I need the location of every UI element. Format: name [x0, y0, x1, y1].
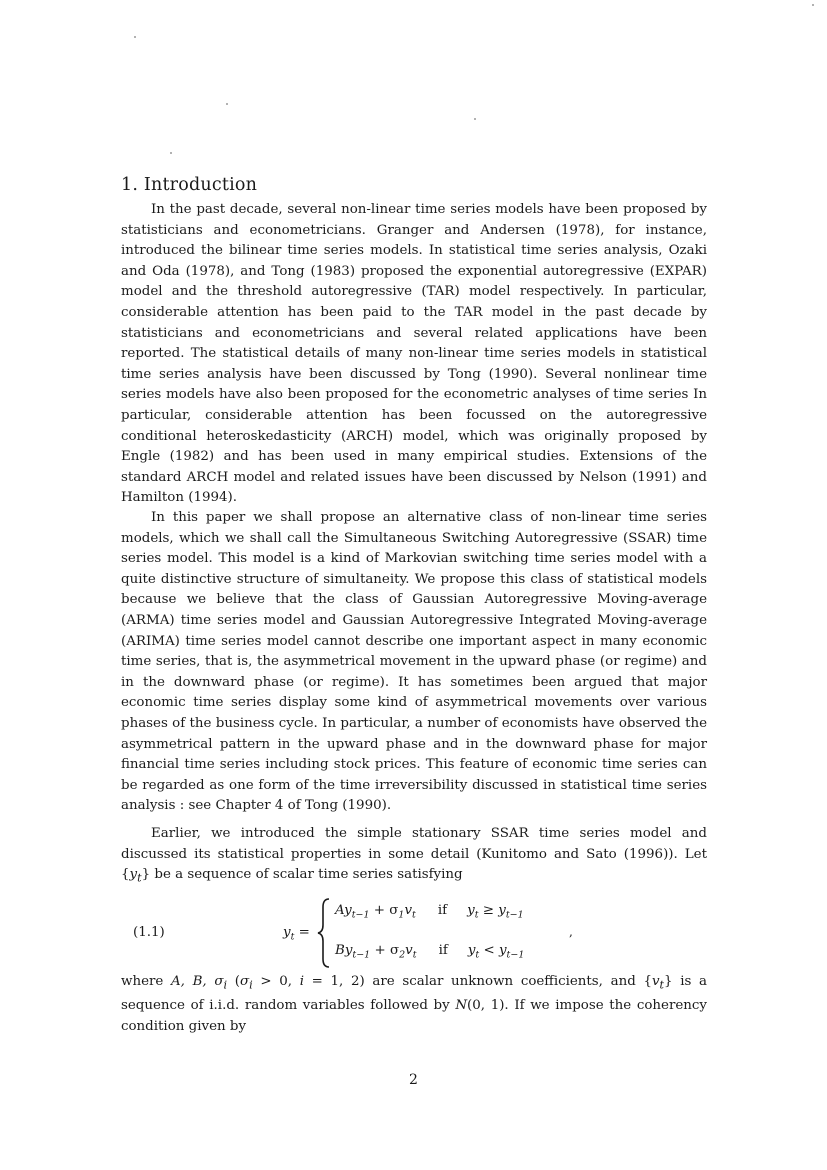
equation-trailing-comma: ,	[569, 925, 573, 939]
paragraph-text: In this paper we shall propose an alternative class of non-linear time series models, which we shall call the Simultaneous Switching Autoregressive (SSAR) time series model. This model is a kind of Markovian switching time series model with a quite distinctive structure of simultaneity. We propose this class of statistical models because we believe that the class of Gaussian Autoregressive Moving-average (ARMA) time series model and Gaussian Autoregressive Integrated Moving-average (ARIMA) time series model cannot describe one important aspect in many economic time series, that is, the asymmetrical movement in the upward phase (or regime) and in the downward phase (or regime). It has sometimes been argued that major economic time series display some kind of asymmetrical movements over various phases of the business cycle. In particular, a number of economists have observed the asymmetrical pattern in the upward phase and in the downward phase for major financial time series including stock prices. This feature of economic time series can be regarded as one form of the time irreversibility discussed in statistical time series analysis : see Chapter 4 of Tong (1990).	[121, 510, 707, 814]
paragraph-text: where A, B, $\sigma_i$ ($\sigma_i > 0$, i = 1, 2) are scalar unknown coefficients, and $\{v_t\}$ is a sequence of i.i.d. random variables followed by N(0, 1). If we impose the coherency condition given by	[121, 974, 708, 1034]
equation-lhs: $y_t$ =	[283, 925, 310, 943]
scan-speck	[134, 36, 136, 38]
left-brace-icon	[317, 897, 333, 969]
section-heading: 1. Introduction	[121, 175, 258, 195]
paragraph-text: Earlier, we introduced the simple stationary SSAR time series model and discussed its statistical properties in some detail (Kunitomo and Sato (1996)). Let $\{y_t\}$ be a sequence of scalar time series satisfying	[121, 826, 707, 885]
equation-1-1	[121, 897, 707, 969]
math-var: y	[129, 867, 138, 883]
equation-case-upward: $Ay_{t-1} + \sigma_1v_t$ if $y_t \ge y_{t-1}$	[335, 903, 524, 921]
paragraph-text: In the past decade, several non-linear time series models have been proposed by statisticians and econometricians. Granger and Andersen (1978), for instance, introduced the bilinear time series models. In statistical time series analysis, Ozaki and Oda (1978), and Tong (1983) proposed the exponential autoregressive (EXPAR) model and the threshold autoregressive (TAR) model respectively. In particular, considerable attention has been paid to the TAR model in the past decade by statisticians and econometricians and several related applications have been reported. The statistical details of many non-linear time series models in statistical time series analysis have been discussed by Tong (1990). Several nonlinear time series models have also been proposed for the econometric analyses of time series In particular, considerable attention has been focussed on the autoregressive conditional heteroskedasticity (ARCH) model, which was originally proposed by Engle (1982) and has been used in many empirical studies. Extensions of the standard ARCH model and related issues have been discussed by Nelson (1991) and Hamilton (1994).	[121, 202, 707, 506]
equation-case-downward: $By_{t-1} + \sigma_2v_t$ if $y_t < y_{t-1}$	[335, 943, 525, 961]
scan-speck	[226, 103, 228, 105]
paragraph-3	[121, 824, 707, 889]
scan-speck	[170, 152, 172, 154]
paragraph-2	[121, 508, 707, 817]
page-number: 2	[409, 1072, 418, 1088]
paragraph-1	[121, 200, 707, 509]
scan-speck	[474, 118, 476, 120]
equation-number: (1.1)	[133, 925, 165, 940]
scan-speck	[812, 4, 814, 6]
paragraph-4	[121, 972, 707, 1037]
